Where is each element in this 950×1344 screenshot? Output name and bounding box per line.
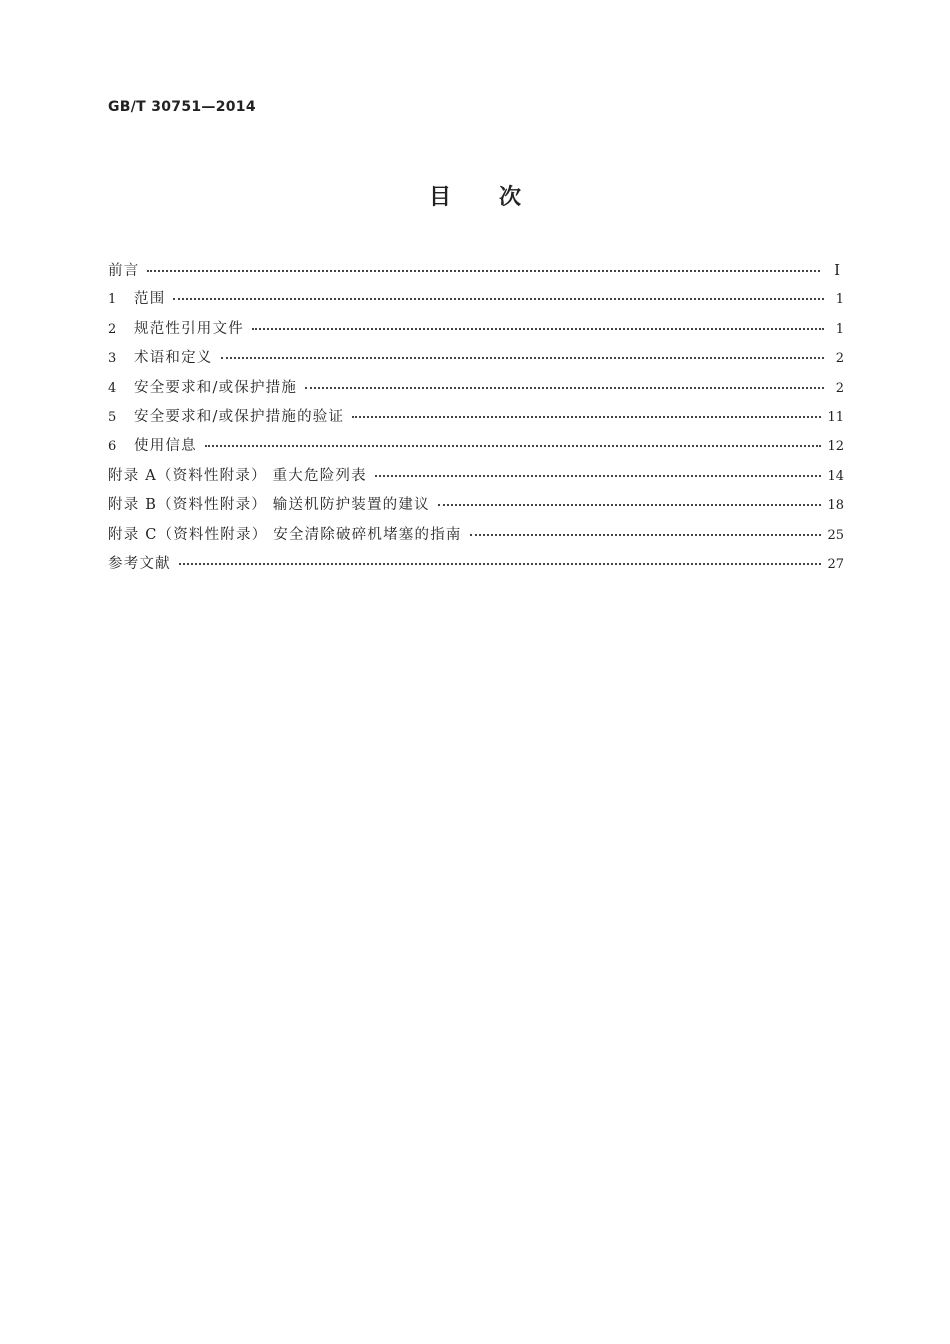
toc-entry-label: 附录 A（资料性附录） 重大危险列表: [108, 467, 367, 484]
toc-entry-terms-definitions[interactable]: [108, 346, 844, 375]
toc-leader-dots: [173, 286, 824, 300]
toc-entry-page: 25: [827, 527, 844, 543]
toc-entry-page: Ⅰ: [834, 261, 840, 279]
toc-entry-label: 术语和定义: [134, 350, 213, 367]
page-title: 目次: [428, 185, 569, 210]
toc-entry-information-for-use[interactable]: [108, 434, 844, 463]
toc-leader-dots: [375, 463, 822, 477]
toc-entry-page: 27: [827, 556, 844, 572]
toc-entry-number: 5: [108, 409, 117, 425]
toc-leader-dots: [352, 404, 821, 418]
toc-leader-dots: [221, 345, 825, 359]
toc-entry-label: 附录 B（资料性附录） 输送机防护装置的建议: [108, 497, 430, 514]
toc-entry-page: 1: [835, 321, 844, 337]
toc-entry-page: 2: [835, 351, 844, 367]
toc-entry-label: 附录 C（资料性附录） 安全清除破碎机堵塞的指南: [108, 526, 462, 543]
toc-entry-label: 参考文献: [108, 555, 171, 572]
toc-entry-label: 规范性引用文件: [134, 320, 244, 337]
toc-entry-annex-a[interactable]: [108, 464, 844, 493]
toc-entry-page: 14: [827, 468, 844, 484]
toc-entry-number: 3: [108, 351, 117, 367]
toc-entry-scope[interactable]: [108, 287, 844, 316]
toc-leader-dots: [179, 551, 822, 565]
toc-leader-dots: [305, 375, 824, 389]
toc-leader-dots: [470, 522, 822, 536]
toc-entry-safety-requirements[interactable]: [108, 376, 844, 405]
toc-entry-label: 安全要求和/或保护措施: [134, 379, 298, 396]
toc-entry-page: 12: [827, 439, 844, 455]
toc-entry-number: 4: [108, 380, 117, 396]
toc-entry-foreword[interactable]: [108, 258, 844, 287]
toc-entry-annex-c[interactable]: [108, 523, 844, 552]
toc-leader-dots: [205, 433, 822, 447]
toc-entry-verification[interactable]: [108, 405, 844, 434]
toc-entry-bibliography[interactable]: [108, 552, 844, 581]
toc-entry-annex-b[interactable]: [108, 493, 844, 522]
toc-entry-label: 范围: [134, 291, 166, 308]
table-of-contents: [108, 258, 844, 581]
toc-leader-dots: [147, 258, 820, 272]
toc-entry-normative-references[interactable]: [108, 317, 844, 346]
toc-leader-dots: [438, 492, 822, 506]
toc-entry-page: 1: [835, 292, 844, 308]
document-code: GB/T 30751—2014: [108, 99, 256, 115]
toc-entry-number: 1: [108, 292, 117, 308]
toc-leader-dots: [252, 316, 824, 330]
toc-entry-page: 2: [835, 380, 844, 396]
toc-entry-label: 安全要求和/或保护措施的验证: [134, 408, 345, 425]
toc-entry-label: 使用信息: [134, 438, 197, 455]
toc-entry-page: 18: [827, 498, 844, 514]
toc-entry-number: 2: [108, 321, 117, 337]
toc-entry-number: 6: [108, 439, 117, 455]
toc-entry-page: 11: [827, 409, 844, 425]
toc-entry-label: 前言: [108, 263, 140, 279]
